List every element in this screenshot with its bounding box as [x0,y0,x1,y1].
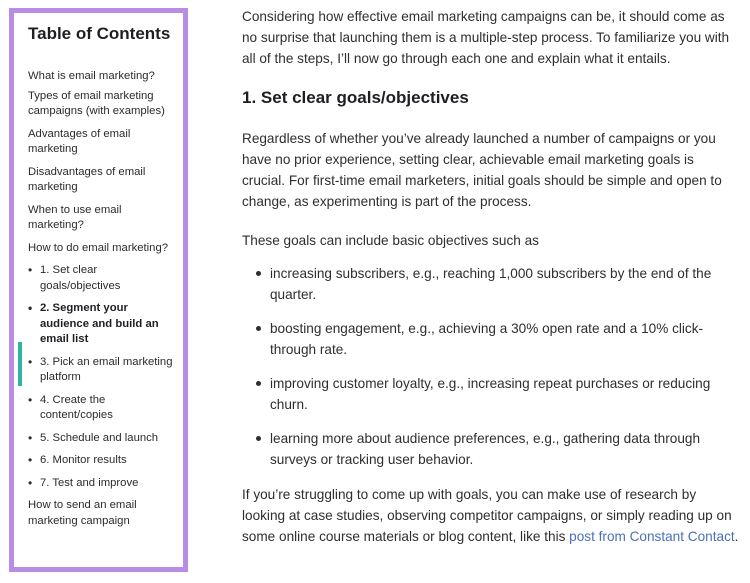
list-item [242,428,740,470]
list-item [242,263,740,305]
toc-subitem[interactable]: • 4. Create the content/copies [28,393,178,424]
intro-paragraph: Considering how effective email marketing campaigns can be, it should come as no surprise that launching them is a multiple-step process. To familiarize you with all of the steps, I’ll now go through each one and explain what it entails. [242,9,730,66]
toc-list [28,69,178,529]
research-text: If you’re struggling to come up with goals, you can make use of research by looking at case studies, observing competitor campaigns, or simply reading up on some online course materials or blog content, like this [242,487,732,544]
toc-subitem[interactable]: • 1. Set clear goals/objectives [28,263,178,294]
table-of-contents [9,8,188,572]
toc-subitem[interactable]: • 2. Segment your audience and build an email list [28,301,178,348]
toc-subitem[interactable]: • 3. Pick an email marketing platform [28,355,178,386]
toc-item[interactable]: How to send an email marketing campaign [28,499,137,527]
goals-paragraph: Regardless of whether you’ve already launched a number of campaigns or you have no prior experience, setting clear, achievable email marketing goals is crucial. For first-time email marketers, initial goals should be simple and open to change, as experimenting is part of the process. [242,131,722,209]
toc-item[interactable]: Disadvantages of email marketing [28,165,146,193]
objectives-intro: These goals can include basic objectives such as [242,233,539,248]
toc-item[interactable]: What is email marketing? [28,70,155,82]
list-item-text: improving customer loyalty, e.g., increasing repeat purchases or reducing churn. [270,376,711,412]
section-heading: 1. Set clear goals/objectives [242,88,469,107]
toc-subitem[interactable]: • 6. Monitor results [28,453,178,469]
list-item [242,318,740,360]
research-text-end: . [734,529,739,544]
toc-item[interactable]: How to do email marketing? [28,241,169,254]
bullet-icon [256,326,261,331]
list-item-text: boosting engagement, e.g., achieving a 30% open rate and a 10% click-through rate. [270,321,704,357]
list-item-text: learning more about audience preferences, e.g., gathering data through surveys or tracking user behavior. [270,431,701,467]
active-section-indicator [18,342,22,386]
toc-title: Table of Contents [28,24,171,43]
bullet-icon [256,436,261,441]
toc-subitem[interactable]: • 5. Schedule and launch [28,431,178,447]
constant-contact-link[interactable]: post from Constant Contact [569,529,735,544]
toc-item[interactable]: Types of email marketing campaigns (with examples) [28,89,165,117]
bullet-icon [256,381,261,386]
article-content [242,6,740,547]
toc-item[interactable]: Advantages of email marketing [28,127,131,155]
research-paragraph [242,484,740,547]
list-item-text: increasing subscribers, e.g., reaching 1,000 subscribers by the end of the quarter. [270,266,712,302]
toc-subitem[interactable]: • 7. Test and improve [28,476,178,492]
bullet-icon [256,271,261,276]
objectives-list [242,263,740,470]
list-item [242,373,740,415]
toc-item[interactable]: When to use email marketing? [28,203,122,231]
